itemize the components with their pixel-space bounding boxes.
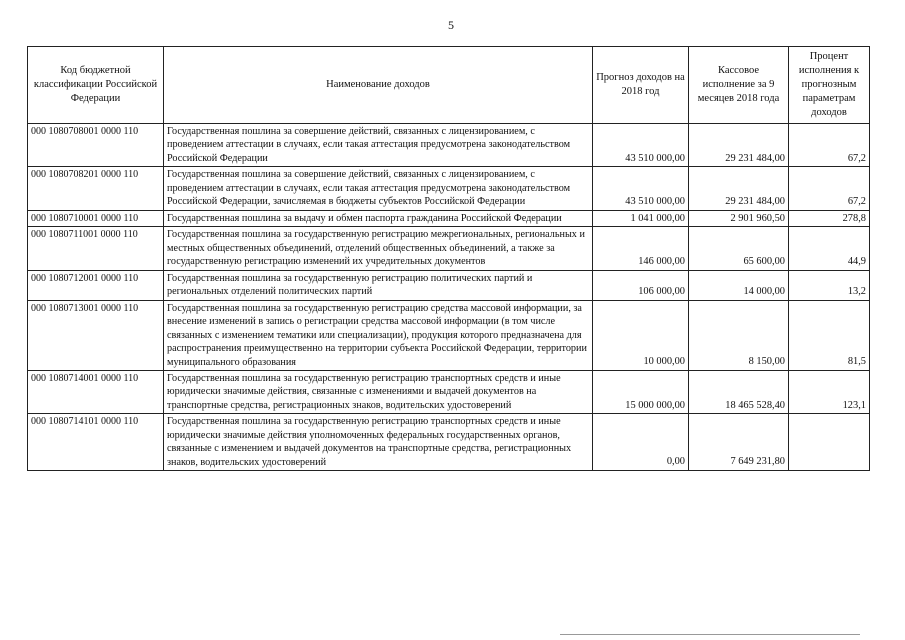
cell-executed: 14 000,00 bbox=[689, 270, 789, 300]
cell-forecast: 10 000,00 bbox=[593, 300, 689, 370]
cell-percent: 67,2 bbox=[789, 167, 870, 210]
cell-percent: 123,1 bbox=[789, 370, 870, 413]
cell-code: 000 1080713001 0000 110 bbox=[28, 300, 164, 370]
cell-name: Государственная пошлина за государственную регистрацию транспортных средств и иные юридически значимые действия, связанные с изменениями и выдачей документов на транспортные средства, регистрационных знаков, водительских удостоверений bbox=[164, 370, 593, 413]
cell-forecast: 106 000,00 bbox=[593, 270, 689, 300]
table-header-row bbox=[28, 47, 870, 124]
cell-executed: 18 465 528,40 bbox=[689, 370, 789, 413]
header-code: Код бюджетной классификации Российской Федерации bbox=[28, 47, 164, 124]
table-row bbox=[28, 300, 870, 370]
cell-percent bbox=[789, 414, 870, 471]
cell-forecast: 43 510 000,00 bbox=[593, 167, 689, 210]
header-name: Наименование доходов bbox=[164, 47, 593, 124]
cell-percent: 81,5 bbox=[789, 300, 870, 370]
cell-percent: 278,8 bbox=[789, 210, 870, 227]
revenue-table bbox=[27, 46, 870, 471]
table-row bbox=[28, 167, 870, 210]
table-row bbox=[28, 124, 870, 167]
cell-name: Государственная пошлина за государственную регистрацию транспортных средств и иные юридически значимые действия уполномоченных федеральных государственных органов, связанные с изменением и выдачей документов на транспортные средства, регистрационных знаков, водительских удостоверений bbox=[164, 414, 593, 471]
cell-forecast: 0,00 bbox=[593, 414, 689, 471]
cell-forecast: 146 000,00 bbox=[593, 227, 689, 270]
cell-forecast: 43 510 000,00 bbox=[593, 124, 689, 167]
cell-executed: 8 150,00 bbox=[689, 300, 789, 370]
cell-code: 000 1080711001 0000 110 bbox=[28, 227, 164, 270]
cell-percent: 13,2 bbox=[789, 270, 870, 300]
cell-code: 000 1080708201 0000 110 bbox=[28, 167, 164, 210]
cell-name: Государственная пошлина за выдачу и обмен паспорта гражданина Российской Федерации bbox=[164, 210, 593, 227]
cell-name: Государственная пошлина за государственную регистрацию политических партий и региональных отделений политических партий bbox=[164, 270, 593, 300]
page-number: 5 bbox=[448, 18, 454, 32]
cell-code: 000 1080714001 0000 110 bbox=[28, 370, 164, 413]
cell-executed: 29 231 484,00 bbox=[689, 124, 789, 167]
cell-executed: 2 901 960,50 bbox=[689, 210, 789, 227]
table-row bbox=[28, 370, 870, 413]
cell-name: Государственная пошлина за совершение действий, связанных с лицензированием, с проведением аттестации в случаях, если такая аттестация предусмотрена законодательством Российской Федерации, зачисляемая в бюджеты субъектов Российской Федерации bbox=[164, 167, 593, 210]
table-row bbox=[28, 414, 870, 471]
cell-name: Государственная пошлина за государственную регистрацию межрегиональных, региональных и местных общественных объединений, отделений общественных объединений, а также за государственную регистрацию изменений их учредительных документов bbox=[164, 227, 593, 270]
cell-forecast: 15 000 000,00 bbox=[593, 370, 689, 413]
cell-executed: 29 231 484,00 bbox=[689, 167, 789, 210]
cell-executed: 7 649 231,80 bbox=[689, 414, 789, 471]
cell-name: Государственная пошлина за государственную регистрацию средства массовой информации, за внесение изменений в запись о регистрации средства массовой информации (в том числе связанных с изменением тематики или специализации), продукция которого предназначена для распространения преимущественно на территории субъекта Российской Федерации, территории муниципального образования bbox=[164, 300, 593, 370]
scan-edge-rule bbox=[560, 634, 860, 635]
cell-percent: 44,9 bbox=[789, 227, 870, 270]
cell-name: Государственная пошлина за совершение действий, связанных с лицензированием, с проведением аттестации в случаях, если такая аттестация предусмотрена законодательством Российской Федерации bbox=[164, 124, 593, 167]
header-executed: Кассовое исполнение за 9 месяцев 2018 года bbox=[689, 47, 789, 124]
cell-forecast: 1 041 000,00 bbox=[593, 210, 689, 227]
table-row bbox=[28, 270, 870, 300]
cell-code: 000 1080712001 0000 110 bbox=[28, 270, 164, 300]
table-row bbox=[28, 227, 870, 270]
header-forecast: Прогноз доходов на 2018 год bbox=[593, 47, 689, 124]
cell-code: 000 1080710001 0000 110 bbox=[28, 210, 164, 227]
cell-percent: 67,2 bbox=[789, 124, 870, 167]
cell-code: 000 1080714101 0000 110 bbox=[28, 414, 164, 471]
cell-code: 000 1080708001 0000 110 bbox=[28, 124, 164, 167]
table-row bbox=[28, 210, 870, 227]
cell-executed: 65 600,00 bbox=[689, 227, 789, 270]
header-percent: Процент исполнения к прогнозным параметрам доходов bbox=[789, 47, 870, 124]
